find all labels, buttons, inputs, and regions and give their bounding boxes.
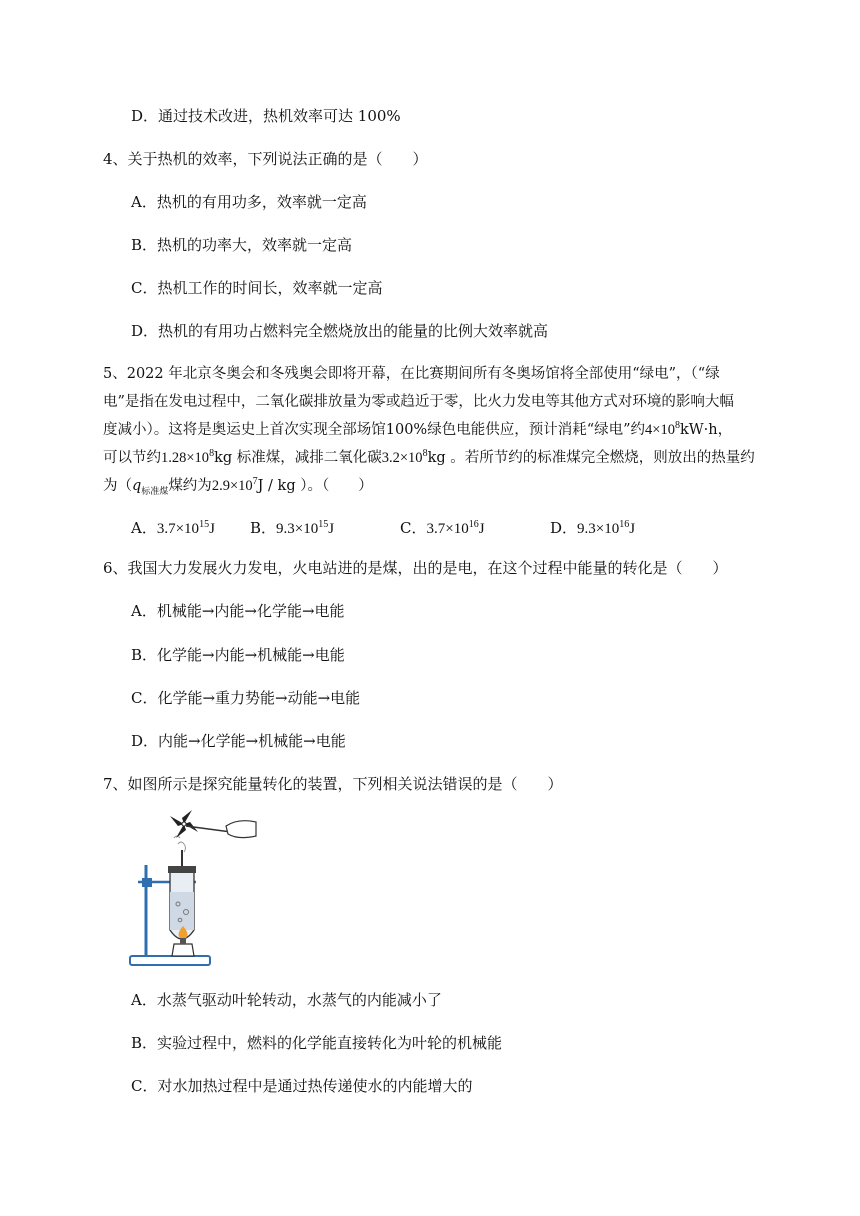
q7-option-c: C．对水加热过程中是通过热传递使水的内能增大的 bbox=[131, 1077, 473, 1095]
q5-line-4-text: 可以节约 bbox=[103, 450, 161, 466]
q7-option-a: A．水蒸气驱动叶轮转动，水蒸气的内能减小了 bbox=[131, 991, 442, 1009]
q5-line-5-text-2: 煤约为 bbox=[168, 478, 212, 494]
q5-line-4 bbox=[103, 448, 755, 468]
q4-option-b: B．热机的功率大，效率就一定高 bbox=[131, 236, 353, 254]
q4-option-c: C．热机工作的时间长，效率就一定高 bbox=[131, 279, 383, 297]
q5-q-subscript: 标准煤 bbox=[141, 486, 169, 497]
q6-option-a: A．机械能→内能→化学能→电能 bbox=[131, 602, 345, 620]
steam-pinwheel-apparatus-image bbox=[126, 810, 266, 970]
q5-line-1: 5、2022 年北京冬奥会和冬残奥会即将开幕，在比赛期间所有冬奥场馆将全部使用“绿电”，（“绿 bbox=[103, 366, 720, 382]
q5-line-5-text: 为（ bbox=[103, 478, 132, 494]
q5-energy-unit: kW·h， bbox=[679, 422, 733, 438]
q5-line-4-text-2: kg 标准煤，减排二氧化碳 bbox=[214, 450, 382, 466]
q4-option-d: D．热机的有用功占燃料完全燃烧放出的能量的比例大效率就高 bbox=[131, 322, 549, 340]
q5-line-2: 电”是指在发电过程中，二氧化碳排放量为零或趋近于零，比火力发电等其他方式对环境的影响大幅 bbox=[103, 394, 734, 410]
q5-co2-value: $3.2\times 10^8$ bbox=[381, 448, 428, 466]
q5-coal-value: $1.28\times 10^8$ bbox=[161, 448, 215, 466]
q5-option-b: B．$9.3\times 10^{15}J$ bbox=[250, 519, 335, 537]
q7-stem: 7、如图所示是探究能量转化的装置，下列相关说法错误的是（ ） bbox=[103, 775, 563, 793]
q5-option-c: C．$3.7\times 10^{16}J$ bbox=[400, 519, 485, 537]
q5-line-4-text-3: kg 。若所节约的标准煤完全燃烧，则放出的热量约 bbox=[427, 450, 755, 466]
q6-stem: 6、我国大力发展火力发电，火电站进的是煤，出的是电，在这个过程中能量的转化是（ ） bbox=[103, 559, 728, 577]
q5-line-3 bbox=[103, 420, 732, 440]
q5-energy-value: $4\times 10^8$ bbox=[645, 420, 680, 438]
q5-heat-value: $2.9\times 10^7$ bbox=[211, 476, 258, 494]
q5-q-symbol: q bbox=[132, 478, 142, 494]
q5-option-a: A．$3.7\times 10^{15}J$ bbox=[131, 519, 215, 537]
q5-line-5 bbox=[103, 476, 373, 496]
q5-line-5-text-3: J / kg ）。（ ） bbox=[257, 478, 373, 494]
q6-option-c: C．化学能→重力势能→动能→电能 bbox=[131, 689, 361, 707]
q6-option-b: B．化学能→内能→机械能→电能 bbox=[131, 646, 345, 664]
q6-option-d: D．内能→化学能→机械能→电能 bbox=[131, 732, 346, 750]
q5-option-d: D．$9.3\times 10^{16}J$ bbox=[550, 519, 636, 537]
q7-option-b: B．实验过程中，燃料的化学能直接转化为叶轮的机械能 bbox=[131, 1034, 503, 1052]
q3-option-d: D．通过技术改进，热机效率可达 100% bbox=[131, 107, 401, 125]
q5-line-3-text: 度减小）。这将是奥运史上首次实现全部场馆100%绿色电能供应，预计消耗“绿电”约 bbox=[103, 422, 646, 438]
q4-option-a: A．热机的有用功多，效率就一定高 bbox=[131, 193, 367, 211]
q4-stem: 4、关于热机的效率，下列说法正确的是（ ） bbox=[103, 150, 428, 168]
